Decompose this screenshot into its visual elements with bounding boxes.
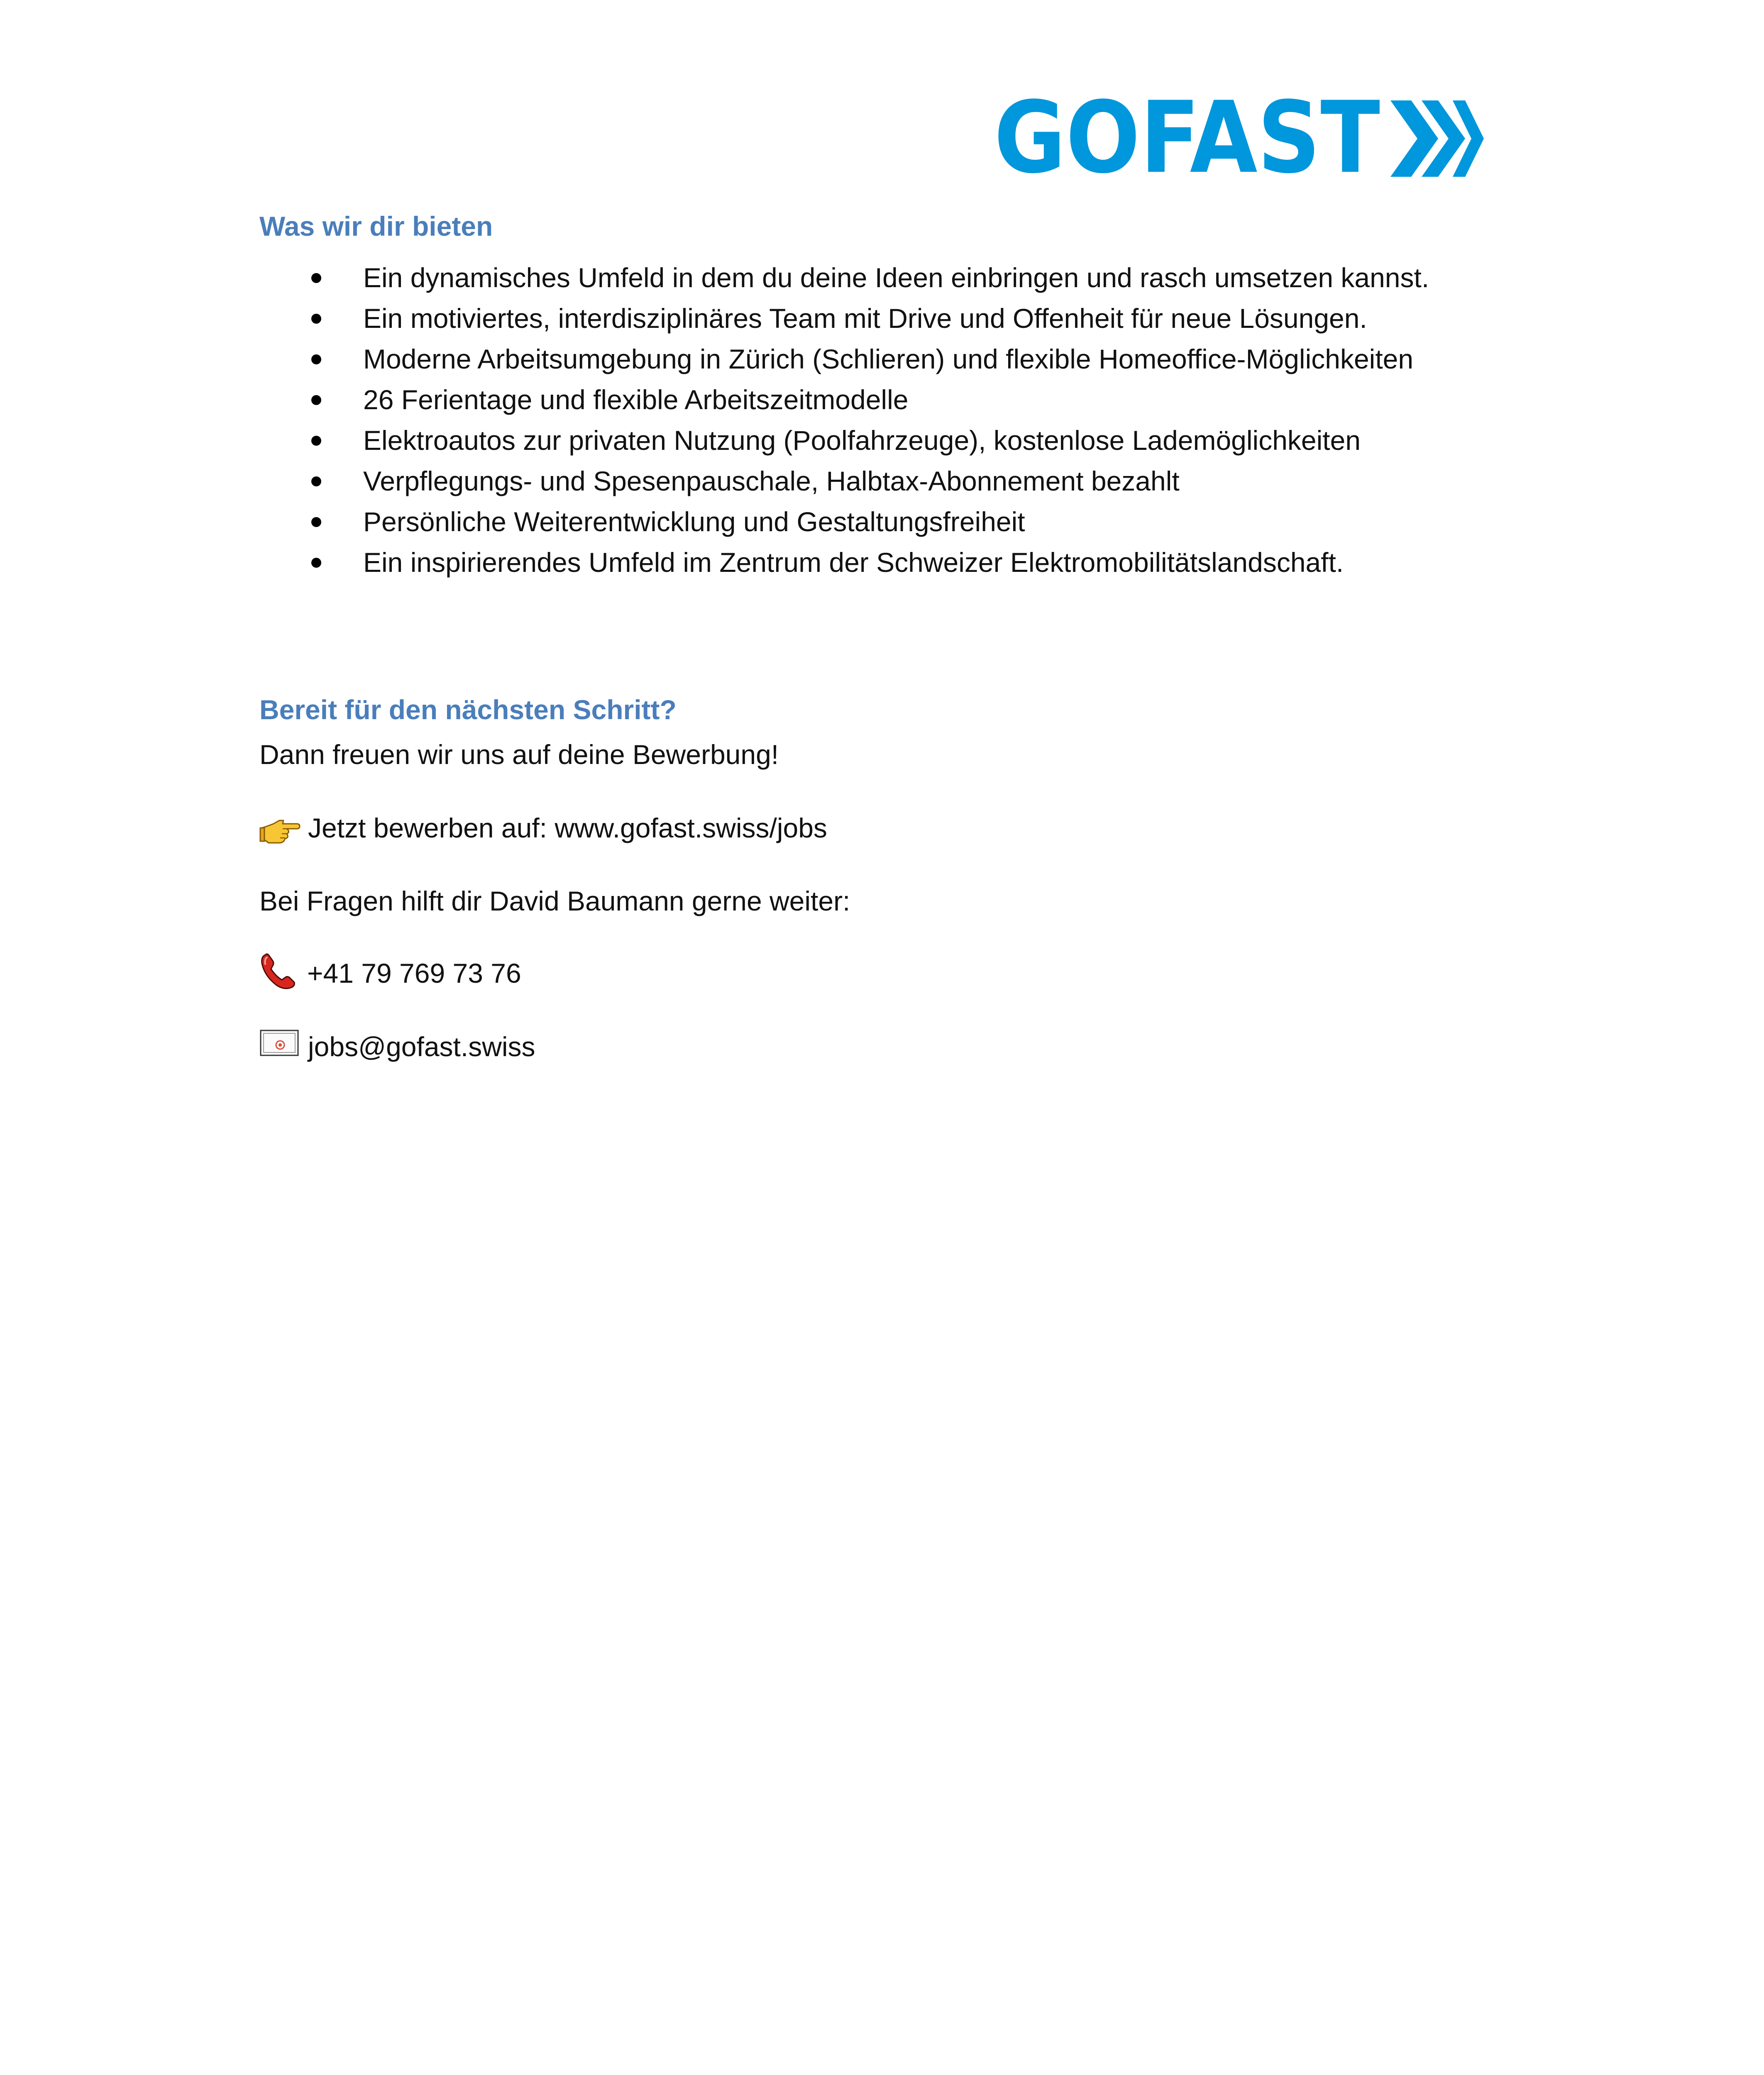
list-item: 26 Ferientage und flexible Arbeitszeitmodelle xyxy=(259,379,1588,420)
list-item: Elektroautos zur privaten Nutzung (Poolfahrzeuge), kostenlose Lademöglichkeiten xyxy=(259,420,1588,461)
chevrons-icon xyxy=(1390,100,1484,177)
bullet-icon xyxy=(311,395,321,405)
list-item: Ein motiviertes, interdisziplinäres Team mit Drive und Offenheit für neue Lösungen. xyxy=(259,298,1588,339)
phone-number[interactable]: +41 79 769 73 76 xyxy=(307,958,521,989)
bullet-icon xyxy=(311,558,321,568)
offer-heading: Was wir dir bieten xyxy=(259,211,493,242)
question-text: Bei Fragen hilft dir David Baumann gerne weiter: xyxy=(259,886,850,916)
email-envelope-icon xyxy=(259,1029,299,1057)
bullet-icon xyxy=(311,517,321,527)
gofast-logo xyxy=(994,95,1484,183)
bullet-icon xyxy=(311,354,321,364)
pointing-hand-icon xyxy=(259,811,301,845)
next-step-heading: Bereit für den nächsten Schritt? xyxy=(259,694,677,725)
list-item: Verpflegungs- und Spesenpauschale, Halbtax-Abonnement bezahlt xyxy=(259,461,1588,501)
list-item: Ein inspirierendes Umfeld im Zentrum der Schweizer Elektromobilitätslandschaft. xyxy=(259,542,1588,583)
list-item: Ein dynamisches Umfeld in dem du deine Ideen einbringen und rasch umsetzen kannst. xyxy=(259,257,1588,298)
email-address[interactable]: jobs@gofast.swiss xyxy=(308,1031,535,1062)
bullet-icon xyxy=(311,436,321,446)
telephone-icon xyxy=(259,952,298,991)
bullet-icon xyxy=(311,314,321,324)
logo-wordmark: GOFAST xyxy=(994,95,1380,183)
apply-link[interactable]: Jetzt bewerben auf: www.gofast.swiss/jobs xyxy=(308,813,827,843)
bullet-icon xyxy=(311,273,321,283)
intro-text: Dann freuen wir uns auf deine Bewerbung! xyxy=(259,739,779,770)
benefits-list xyxy=(259,257,1588,583)
list-item: Moderne Arbeitsumgebung in Zürich (Schlieren) und flexible Homeoffice-Möglichkeiten xyxy=(259,339,1588,379)
list-item: Persönliche Weiterentwicklung und Gestaltungsfreiheit xyxy=(259,501,1588,542)
bullet-icon xyxy=(311,476,321,486)
